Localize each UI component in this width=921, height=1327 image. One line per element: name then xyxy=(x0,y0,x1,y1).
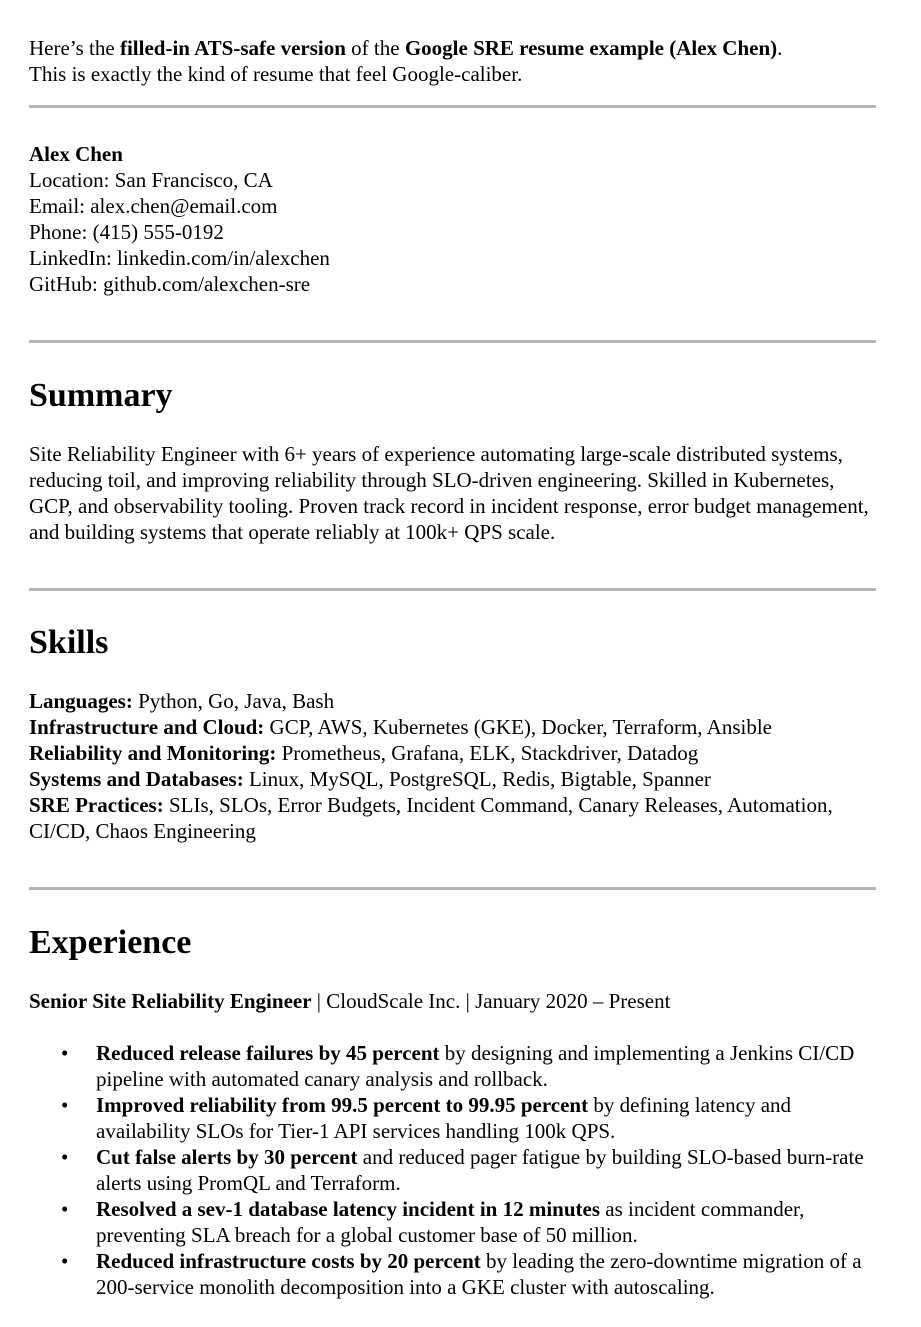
list-item: • Resolved a sev-1 database latency incident in 12 minutes as incident commander, preventing SLA breach for a global customer base of 50 million. xyxy=(61,1197,805,1247)
intro-bold-2: Google SRE resume example (Alex Chen) xyxy=(404,36,778,60)
section-divider xyxy=(29,588,876,591)
intro-line-1: Here’s the filled-in ATS-safe version of the Google SRE resume example (Alex Chen). xyxy=(29,36,783,60)
achievement-list xyxy=(29,1040,874,1300)
skills-list xyxy=(29,688,874,844)
list-item: • Cut false alerts by 30 percent and reduced pager fatigue by building SLO-based burn-rate alerts using PromQL and Terraform. xyxy=(61,1145,864,1195)
list-item: • Improved reliability from 99.5 percent to 99.95 percent by defining latency and availability SLOs for Tier-1 API services handling 100k QPS. xyxy=(61,1093,792,1143)
skill-row: Reliability and Monitoring: Prometheus, Grafana, ELK, Stackdriver, Datadog xyxy=(29,741,699,765)
bullet-icon: • xyxy=(61,1145,69,1169)
intro-paragraph xyxy=(29,35,879,87)
contact-email: Email: alex.chen@email.com xyxy=(29,194,278,218)
skill-row: Systems and Databases: Linux, MySQL, PostgreSQL, Redis, Bigtable, Spanner xyxy=(29,767,711,791)
list-item: • Reduced infrastructure costs by 20 percent by leading the zero-downtime migration of a 200-service monolith decomposition into a GKE cluster with autoscaling. xyxy=(61,1249,862,1299)
skill-row: Languages: Python, Go, Java, Bash xyxy=(29,689,335,713)
intro-line-2: This is exactly the kind of resume that feel Google-caliber. xyxy=(29,62,523,86)
skill-row: SRE Practices: SLIs, SLOs, Error Budgets, Incident Command, Canary Releases, Automation, CI/CD, Chaos Engineering xyxy=(29,793,833,843)
summary-text: Site Reliability Engineer with 6+ years of experience automating large-scale distributed systems, reducing toil, and improving reliability through SLO-driven engineering. Skilled in Kubernetes, GCP, and observability tooling. Proven track record in incident response, error budget management, and building systems that operate reliably at 100k+ QPS scale. xyxy=(29,442,869,544)
section-divider xyxy=(29,105,876,108)
contact-phone: Phone: (415) 555-0192 xyxy=(29,220,224,244)
section-divider xyxy=(29,887,876,890)
contact-location: Location: San Francisco, CA xyxy=(29,168,273,192)
skill-row: Infrastructure and Cloud: GCP, AWS, Kubernetes (GKE), Docker, Terraform, Ansible xyxy=(29,715,772,739)
bullet-icon: • xyxy=(61,1249,69,1273)
section-divider xyxy=(29,340,876,343)
contact-github: GitHub: github.com/alexchen-sre xyxy=(29,272,311,296)
contact-block xyxy=(29,141,879,297)
bullet-icon: • xyxy=(61,1093,69,1117)
job-details: | CloudScale Inc. | January 2020 – Present xyxy=(311,989,671,1013)
summary-heading: Summary xyxy=(29,377,173,414)
skills-heading: Skills xyxy=(29,624,109,661)
job-title: Senior Site Reliability Engineer xyxy=(29,989,312,1013)
bullet-icon: • xyxy=(61,1041,69,1065)
experience-heading: Experience xyxy=(29,924,192,961)
list-item: • Reduced release failures by 45 percent by designing and implementing a Jenkins CI/CD pipeline with automated canary analysis and rollback. xyxy=(61,1041,855,1091)
contact-linkedin: LinkedIn: linkedin.com/in/alexchen xyxy=(29,246,330,270)
bullet-icon: • xyxy=(61,1197,69,1221)
candidate-name: Alex Chen xyxy=(29,142,123,166)
job-title-line xyxy=(29,988,879,1014)
intro-bold-1: filled-in ATS-safe version xyxy=(119,36,346,60)
